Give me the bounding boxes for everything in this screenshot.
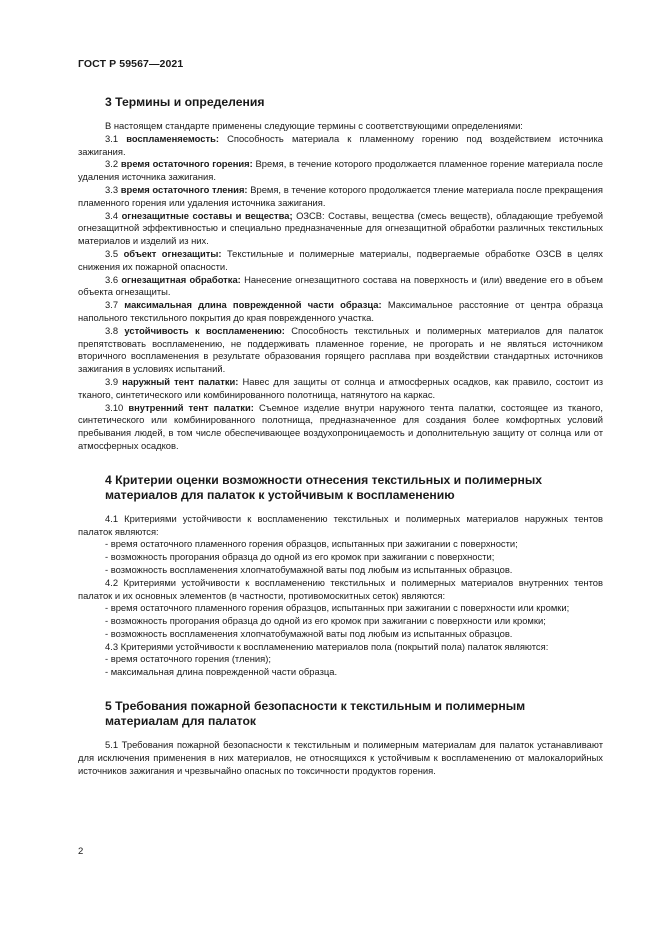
term-name: внутренний тент палатки:	[128, 401, 254, 413]
term-number: 3.6	[105, 273, 119, 285]
term-text: Съемное изделие внутри наружного тента палатки, состоящее из тканого, синтетического или комбинированного полотнища, предназначенное для создания более комфортных условий пребывания людей, в том числе обеспечивающее воздухопроницаемость и дополнительную защиту от солнца или от атмосферных осадков.	[78, 401, 604, 451]
term-text: Способность материала к пламенному горению под воздействием источника зажигания.	[78, 132, 604, 157]
term-number: 3.5	[105, 247, 119, 259]
term-text: Текстильные и полимерные материалы, подвергаемые обработке ОЗСВ в целях снижения их пожарной опасности.	[78, 247, 603, 272]
term-text: ОЗСВ: Составы, вещества (смесь веществ), обладающие требуемой огнезащитной эффективностью и специально предназначенные для огнезащитной обработки различных текстильных материалов и изделий из них.	[78, 209, 603, 247]
term-number: 3.7	[105, 299, 119, 311]
section-5-title-line1: 5 Требования пожарной безопасности к текстильным и полимерным	[105, 699, 526, 714]
section-5-title	[78, 699, 603, 729]
term-number: 3.8	[105, 324, 119, 336]
term-name: воспламеняемость:	[126, 132, 219, 144]
term-number: 3.1	[105, 132, 119, 144]
term-definition	[78, 158, 603, 184]
document-body	[78, 95, 603, 777]
section-4-title-line2: материалов для палаток к устойчивым к воспламенению	[105, 487, 455, 502]
list-item: - возможность прогорания образца до одной из его кромок при зажигании с поверхности или кромки;	[105, 615, 546, 627]
term-definition	[78, 210, 603, 248]
list-item: - возможность воспламенения хлопчатобумажной ваты под любым из испытанных образцов.	[105, 563, 513, 575]
term-number: 3.4	[105, 209, 119, 221]
term-name: огнезащитная обработка:	[121, 273, 241, 285]
list-item: - время остаточного пламенного горения образцов, испытанных при зажигании с поверхности или кромки;	[105, 602, 570, 614]
term-number: 3.9	[105, 375, 119, 387]
term-text: Нанесение огнезащитного состава на поверхность и (или) введение его в объем объекта огнезащиты.	[78, 273, 603, 298]
term-definition	[78, 402, 603, 453]
section-3-intro: В настоящем стандарте применены следующие термины с соответствующими определениями:	[105, 120, 523, 131]
term-text: Навес для защиты от солнца и атмосферных осадков, как правило, состоит из тканого, синтетического или комбинированного полотнища, натянутого на каркас.	[78, 375, 604, 400]
term-number: 3.2	[105, 158, 119, 170]
term-name: огнезащитные составы и вещества;	[121, 209, 293, 221]
clause-4-1: 4.1 Критериями устойчивости к воспламенению текстильных и полимерных материалов наружных тентов палаток являются:	[78, 512, 603, 537]
document-header: ГОСТ Р 59567—2021	[78, 58, 184, 70]
term-definition	[78, 248, 603, 274]
section-3-title: 3 Термины и определения	[105, 95, 265, 109]
term-text: Максимальное расстояние от центра образца напольного текстильного покрытия до края поврежденного участка.	[78, 299, 603, 323]
term-text: Способность текстильных и полимерных материалов для палаток препятствовать воспламенению, не поддерживать пламенное горение, не прогорать и не являться источником вторичного воспламенения в результате образования горящего расплава при воздействии стандартных источников зажигания в условиях испытаний.	[78, 324, 604, 375]
terms-list	[78, 133, 603, 453]
list-item: - время остаточного горения (тления);	[105, 653, 271, 665]
term-definition	[78, 376, 603, 402]
section-5-title-line2: материалам для палаток	[105, 714, 257, 729]
term-definition	[78, 325, 603, 376]
term-definition	[78, 299, 603, 325]
list-item: - возможность воспламенения хлопчатобумажной ваты под любым из испытанных образцов.	[105, 627, 513, 639]
term-name: устойчивость к воспламенению:	[124, 324, 285, 336]
section-4-title-line1: 4 Критерии оценки возможности отнесения текстильных и полимерных	[105, 472, 543, 487]
term-definition	[78, 274, 603, 300]
section-4-title	[78, 473, 603, 503]
clause-5-1: 5.1 Требования пожарной безопасности к текстильным и полимерным материалам для палаток устанавливают для исключения применения в них материалов, не относящихся к устойчивым к воспламенению от малокалорийных источников зажигания и чрезвычайно опасных по токсичности продуктов горения.	[78, 739, 603, 776]
page-number: 2	[78, 846, 84, 857]
list-item: - время остаточного пламенного горения образцов, испытанных при зажигании с поверхности;	[105, 538, 518, 550]
term-name: максимальная длина поврежденной части образца:	[124, 299, 382, 311]
term-definition	[78, 184, 603, 210]
list-item: - возможность прогорания образца до одной из его кромок при зажигании с поверхности;	[105, 551, 495, 563]
term-name: наружный тент палатки:	[122, 375, 239, 387]
term-text: Время, в течение которого продолжается пламенное горение материала после удаления источника зажигания.	[78, 158, 603, 183]
term-name: объект огнезащиты:	[123, 247, 222, 259]
clause-4-3: 4.3 Критериями устойчивости к воспламенению материалов пола (покрытий пола) палаток являются:	[105, 640, 549, 652]
list-item: - максимальная длина поврежденной части образца.	[105, 666, 338, 678]
term-number: 3.10	[105, 401, 124, 413]
term-definition	[78, 133, 603, 159]
term-number: 3.3	[105, 183, 119, 195]
term-name: время остаточного тления:	[120, 183, 248, 195]
term-text: Время, в течение которого продолжается тление материала после прекращения пламенного горения или удаления источника зажигания.	[78, 183, 603, 208]
clause-4-2: 4.2 Критериями устойчивости к воспламенению текстильных и полимерных материалов внутренних тентов палаток и их основных элементов (в частности, противомоскитных сеток) являются:	[78, 576, 603, 601]
term-name: время остаточного горения:	[120, 158, 253, 170]
